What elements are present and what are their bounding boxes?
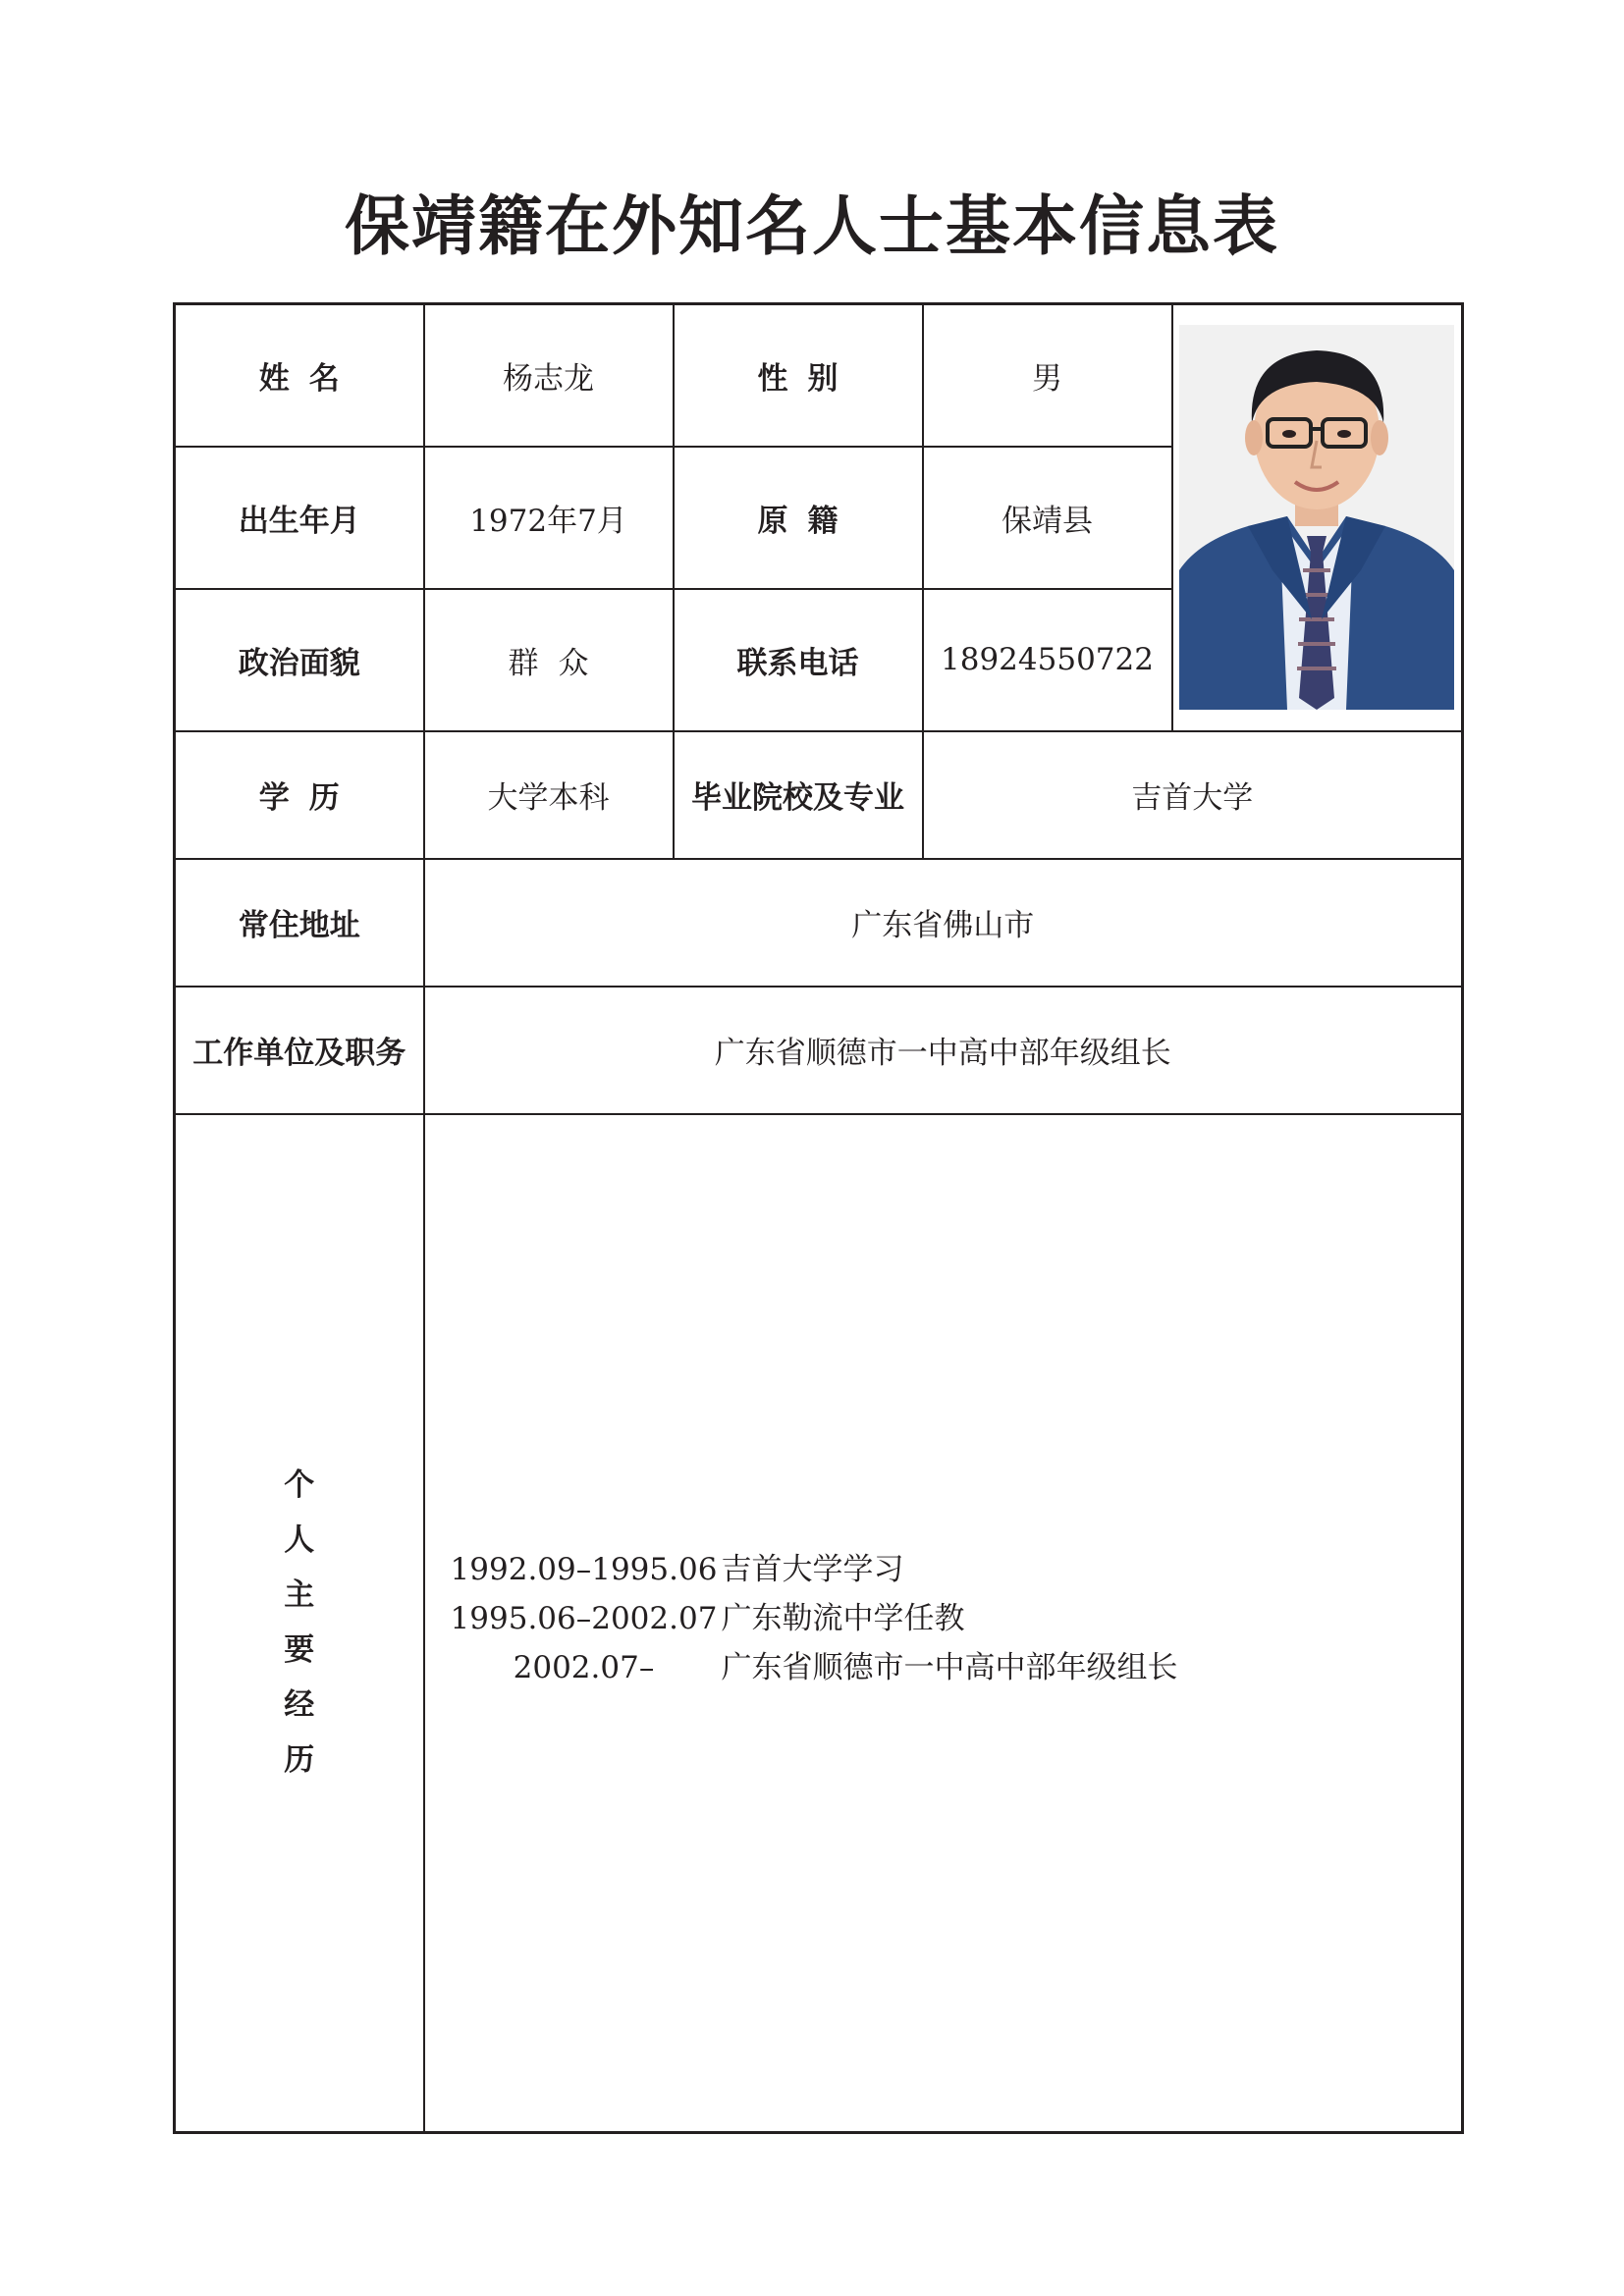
label-politics: 政治面貌 — [175, 589, 424, 731]
experience-period: 1992.09–1995.06 — [450, 1552, 718, 1588]
experience-item — [447, 1643, 1462, 1692]
label-education: 学历 — [175, 731, 424, 859]
label-name: 姓名 — [175, 304, 424, 447]
experience-period: 2002.07– — [513, 1650, 655, 1686]
portrait-photo — [1179, 325, 1454, 710]
value-birth: 1972年7月 — [424, 447, 674, 589]
value-address: 广东省佛山市 — [424, 859, 1463, 987]
label-origin: 原籍 — [674, 447, 923, 589]
experience-item — [447, 1545, 1462, 1594]
label-gender: 性别 — [674, 304, 923, 447]
experience-period: 1995.06–2002.07 — [450, 1601, 718, 1637]
experience-item — [447, 1594, 1462, 1643]
label-address: 常住地址 — [175, 859, 424, 987]
experience-list — [447, 1545, 1462, 1692]
value-gender: 男 — [923, 304, 1172, 447]
label-birth: 出生年月 — [175, 447, 424, 589]
experience-desc: 广东勒流中学任教 — [721, 1601, 965, 1637]
value-work: 广东省顺德市一中高中部年级组长 — [424, 987, 1463, 1114]
label-experience: 个人主要经历 — [284, 1468, 315, 1779]
value-name: 杨志龙 — [424, 304, 674, 447]
label-school: 毕业院校及专业 — [674, 731, 923, 859]
label-work: 工作单位及职务 — [175, 987, 424, 1114]
experience-cell — [424, 1114, 1463, 2133]
value-phone: 18924550722 — [923, 589, 1172, 731]
value-politics: 群众 — [424, 589, 674, 731]
experience-desc: 广东省顺德市一中高中部年级组长 — [721, 1650, 1178, 1686]
value-school: 吉首大学 — [923, 731, 1463, 859]
info-table — [173, 302, 1464, 2134]
label-phone: 联系电话 — [674, 589, 923, 731]
value-origin: 保靖县 — [923, 447, 1172, 589]
label-experience-cell — [175, 1114, 424, 2133]
value-education: 大学本科 — [424, 731, 674, 859]
page-title: 保靖籍在外知名人士基本信息表 — [345, 187, 1279, 264]
experience-desc: 吉首大学学习 — [721, 1552, 904, 1588]
photo-cell — [1172, 304, 1463, 731]
